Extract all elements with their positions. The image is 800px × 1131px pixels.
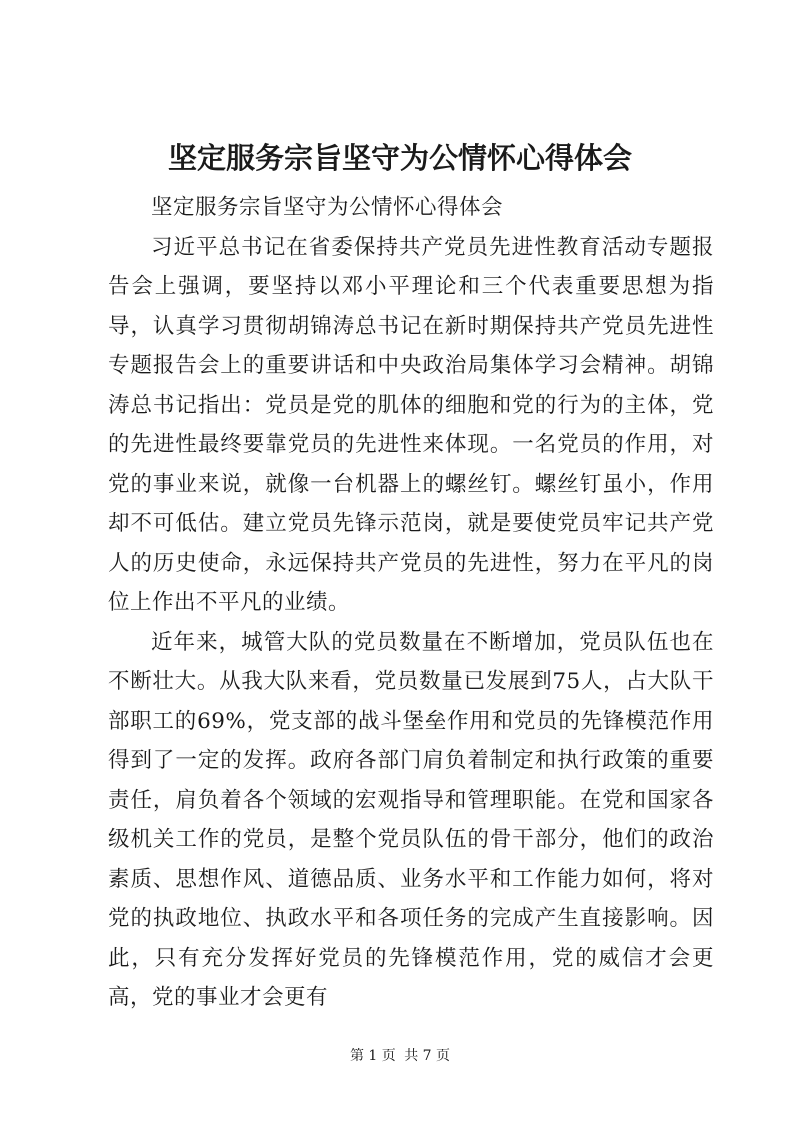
document-subtitle: 坚定服务宗旨坚守为公情怀心得体会 — [151, 195, 504, 220]
page-total: 共 7 页 — [404, 1048, 451, 1064]
paragraph: 习近平总书记在省委保持共产党员先进性教育活动专题报告会上强调，要坚持以邓小平理论和三个代表重要思想为指导，认真学习贯彻胡锦涛总书记在新时期保持共产党员先进性专题报告会上的重要讲话和中央政治局集体学习会精神。胡锦涛总书记指出：党员是党的肌体的细胞和党的行为的主体，党的先进性最终要靠党员的先进性来体现。一名党员的作用，对党的事业来说，就像一台机器上的螺丝钉。螺丝钉虽小，作用却不可低估。建立党员先锋示范岗，就是要使党员牢记共产党人的历史使命，永远保持共产党员的先进性，努力在平凡的岗位上作出不平凡的业绩。 — [108, 234, 714, 615]
document-title: 坚定服务宗旨坚守为公情怀心得体会 — [167, 141, 632, 175]
page-number: 第 1 页 — [349, 1048, 396, 1064]
page-footer — [0, 1046, 800, 1066]
paragraph: 近年来，城管大队的党员数量在不断增加，党员队伍也在不断壮大。从我大队来看，党员数量已发展到75人，占大队干部职工的69%，党支部的战斗堡垒作用和党员的先锋模范作用得到了一定的发挥。政府各部门肩负着制定和执行政策的重要责任，肩负着各个领域的宏观指导和管理职能。在党和国家各级机关工作的党员，是整个党员队伍的骨干部分，他们的政治素质、思想作风、道德品质、业务水平和工作能力如何，将对党的执政地位、执政水平和各项任务的完成产生直接影响。因此，只有充分发挥好党员的先锋模范作用，党的威信才会更高，党的事业才会更有 — [108, 629, 714, 1010]
document-body — [108, 188, 714, 1018]
